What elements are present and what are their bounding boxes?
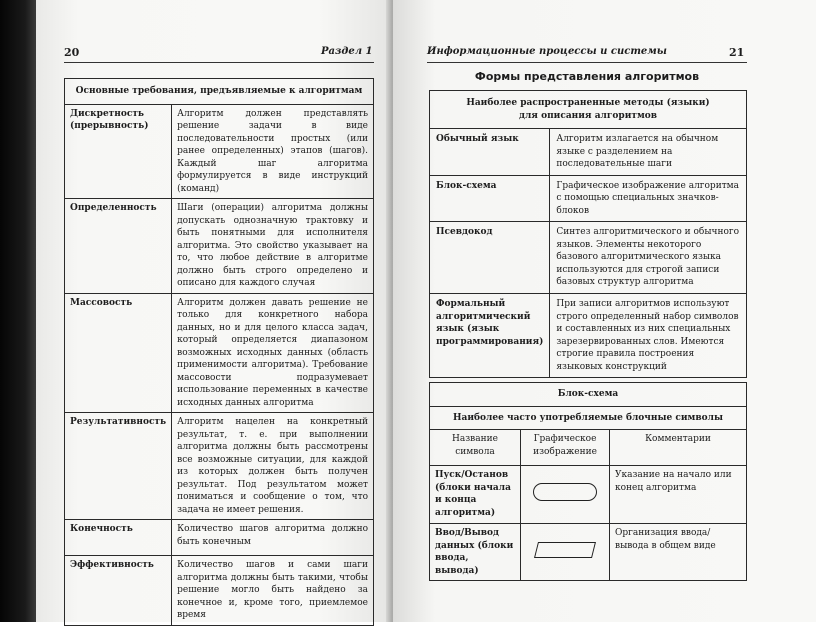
block-table-subtitle: Наиболее часто употребляемые блочные символы	[430, 406, 747, 430]
block-symbols-table	[429, 382, 747, 581]
left-page	[36, 0, 388, 622]
symbol-image-cell	[521, 524, 610, 581]
left-header-rule	[64, 62, 374, 63]
term-cell: Конечность	[65, 520, 172, 556]
method-desc-cell: Графическое изображение алгоритма с помощью специальных значков-блоков	[550, 175, 747, 222]
column-header-name: Название символа	[430, 430, 521, 466]
method-name-cell: Блок-схема	[430, 175, 550, 222]
desc-cell: Шаги (операции) алгоритма должны допускать однозначную трактовку и быть понятными для исполнителя алгоритма. Это свойство указывает на то, что любое действие в алгоритме должно быть строго определено и описано для каждого случая	[172, 199, 374, 294]
term-cell: Дискретность (прерывность)	[65, 104, 172, 199]
table-row	[430, 524, 747, 581]
desc-cell: Количество шагов и сами шаги алгоритма должны быть такими, чтобы решение могло быть найдено за конечное и, кроме того, приемлемое время	[172, 556, 374, 626]
methods-table	[429, 90, 747, 378]
right-header-rule	[427, 62, 747, 63]
symbol-name-cell: Пуск/Останов (блоки начала и конца алгоритма)	[430, 466, 521, 524]
scan-edge	[0, 0, 36, 622]
term-cell: Эффективность	[65, 556, 172, 626]
table-row	[65, 413, 374, 520]
symbol-image-cell	[521, 466, 610, 524]
left-page-number: 20	[64, 46, 80, 59]
requirements-table-title: Основные требования, предъявляемые к алгоритмам	[65, 79, 374, 105]
left-running-head: Раздел 1	[321, 46, 373, 57]
method-desc-cell: Алгоритм излагается на обычном языке с разделением на последовательные шаги	[550, 129, 747, 176]
desc-cell: Количество шагов алгоритма должно быть конечным	[172, 520, 374, 556]
table-row	[65, 199, 374, 294]
symbol-name-cell: Ввод/Вывод данных (блоки ввода, вывода)	[430, 524, 521, 581]
table-row	[65, 520, 374, 556]
right-page	[393, 0, 816, 622]
right-page-number: 21	[729, 46, 745, 59]
requirements-table	[64, 78, 374, 626]
method-desc-cell: Синтез алгоритмического и обычного языков. Элементы некоторого базового алгоритмического языка используются для строгой записи базовых структур алгоритма	[550, 222, 747, 294]
method-name-cell: Обычный язык	[430, 129, 550, 176]
term-cell: Определенность	[65, 199, 172, 294]
column-header-image: Графическое изображение	[521, 430, 610, 466]
term-cell: Результативность	[65, 413, 172, 520]
symbol-comment-cell: Организация ввода/вывода в общем виде	[610, 524, 747, 581]
block-table-title: Блок-схема	[430, 383, 747, 407]
table-row	[430, 294, 747, 378]
table-row	[430, 175, 747, 222]
symbol-comment-cell: Указание на начало или конец алгоритма	[610, 466, 747, 524]
section-title: Формы представления алгоритмов	[474, 70, 700, 83]
terminator-shape-icon	[533, 483, 597, 501]
table-row	[430, 222, 747, 294]
table-row	[430, 129, 747, 176]
table-row	[65, 556, 374, 626]
desc-cell: Алгоритм должен представлять решение задачи в виде последовательности простых (или ранее определенных) этапов (шагов). Каждый шаг алгоритма формулируется в виде инструкций (команд)	[172, 104, 374, 199]
column-header-comment: Комментарии	[610, 430, 747, 466]
right-running-head: Информационные процессы и системы	[427, 46, 667, 57]
method-desc-cell: При записи алгоритмов используют строго определенный набор символов и составленных из них специальных зарезервированных слов. Имеются строгие правила построения языковых конструкций	[550, 294, 747, 378]
table-row	[65, 104, 374, 199]
method-name-cell: Формальный алгоритмический язык (язык программирования)	[430, 294, 550, 378]
method-name-cell: Псевдокод	[430, 222, 550, 294]
table-row	[65, 293, 374, 413]
parallelogram-shape-icon	[534, 542, 596, 558]
desc-cell: Алгоритм должен давать решение не только для конкретного набора данных, но и для целого класса задач, который определяется диапазоном возможных исходных данных (область применимости алгоритма). Требование массовости подразумевает использование переменных в качестве исходных данных алгоритма	[172, 293, 374, 413]
methods-table-title: Наиболее распространенные методы (языки) для описания алгоритмов	[430, 91, 747, 129]
desc-cell: Алгоритм нацелен на конкретный результат, т. е. при выполнении алгоритма должны быть рассмотрены все возможные ситуации, для каждой из которых должен быть получен результат. Под результатом может пониматься и сообщение о том, что задача не имеет решения.	[172, 413, 374, 520]
table-row	[430, 466, 747, 524]
term-cell: Массовость	[65, 293, 172, 413]
